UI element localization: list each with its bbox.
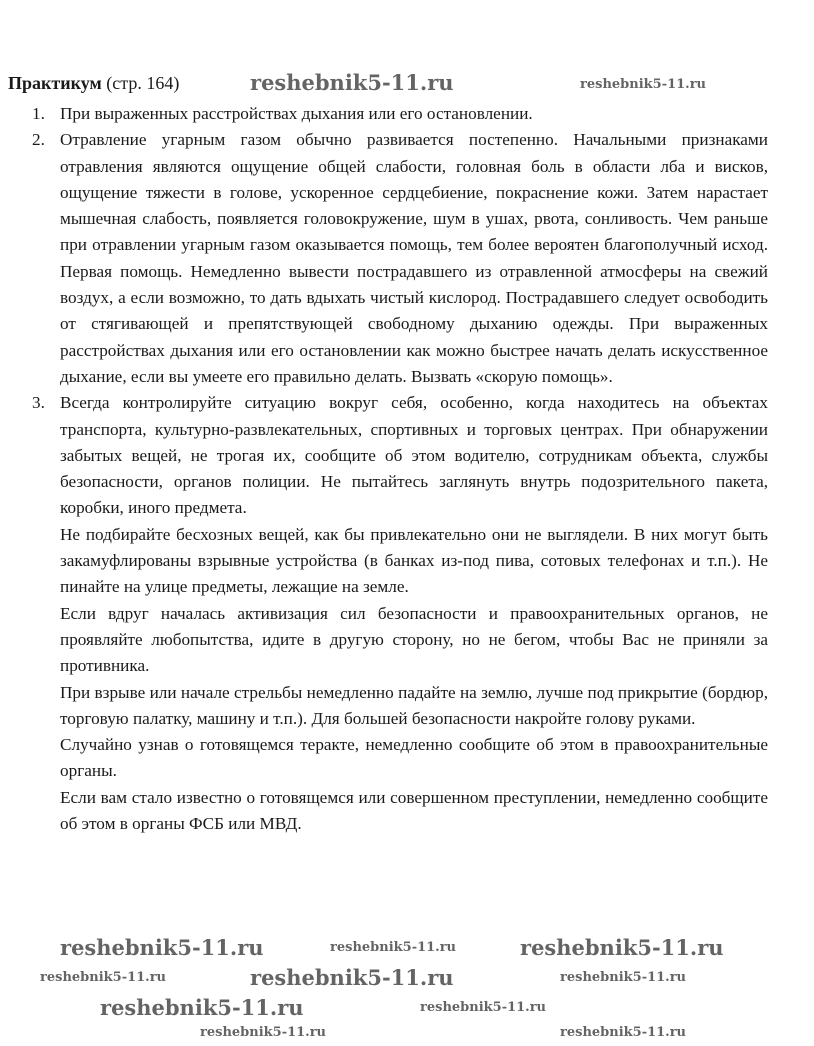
watermark: reshebnik5-11.ru — [560, 1025, 687, 1040]
watermark: reshebnik5-11.ru — [60, 935, 264, 960]
watermark: reshebnik5-11.ru — [200, 1025, 327, 1040]
paragraph: Если вам стало известно о готовящемся или совершенном преступлении, немедленно сообщите об этом в органы ФСБ или МВД. — [60, 787, 768, 834]
paragraph: При взрыве или начале стрельбы немедленно падайте на землю, лучше под прикрытие (бордюр, торговую палатку, машину и т.п.). Для большей безопасности накройте голову руками. — [60, 682, 768, 728]
item-number: 1. — [32, 104, 45, 123]
paragraph: Всегда контролируйте ситуацию вокруг себя, особенно, когда находитесь на объектах транспорта, культурно-развлекательных, спортивных и торговых центрах. При обнаружении забытых вещей, не трогая их, сообщите об этом водителю, сотрудникам объекта, службы безопасности, органов полиции. Не пытайтесь заглянуть внутрь подозрительного пакета, коробки, иного предмета. — [60, 393, 768, 518]
answer-list — [32, 101, 768, 837]
list-item — [32, 390, 768, 837]
watermark: reshebnik5-11.ru — [560, 970, 687, 985]
watermark: reshebnik5-11.ru — [250, 70, 454, 95]
title-bold: Практикум — [8, 73, 102, 93]
paragraph: При выраженных расстройствах дыхания или его остановлении. — [60, 104, 533, 123]
watermark: reshebnik5-11.ru — [330, 940, 457, 955]
title-page-ref: (стр. 164) — [101, 73, 180, 93]
item-number: 2. — [32, 130, 45, 150]
watermark: reshebnik5-11.ru — [40, 970, 167, 985]
watermark: reshebnik5-11.ru — [520, 935, 724, 960]
list-item — [32, 127, 768, 390]
item-number: 3. — [32, 393, 45, 413]
section-title — [8, 72, 179, 94]
list-item — [32, 101, 768, 127]
watermark: reshebnik5-11.ru — [420, 1000, 547, 1015]
paragraph: Если вдруг началась активизация сил безопасности и правоохранительных органов, не проявляйте любопытства, идите в другую сторону, но не бегом, чтобы Вас не приняли за противника. — [60, 603, 768, 676]
paragraph: Не подбирайте бесхозных вещей, как бы привлекательно они не выглядели. В них могут быть закамуфлированы взрывные устройства (в банках из-под пива, сотовых телефонах и т.п.). Не пинайте на улице предметы, лежащие на земле. — [60, 524, 768, 597]
watermark: reshebnik5-11.ru — [580, 77, 707, 92]
watermark: reshebnik5-11.ru — [100, 995, 304, 1020]
paragraph: Случайно узнав о готовящемся теракте, немедленно сообщите об этом в правоохранительные органы. — [60, 735, 768, 781]
paragraph: Отравление угарным газом обычно развивается постепенно. Начальными признаками отравления являются ощущение общей слабости, головная боль в области лба и висков, ощущение тяжести в голове, ускоренное сердцебиение, покраснение кожи. Затем нарастает мышечная слабость, появляется головокружение, шум в ушах, рвота, сонливость. Чем раньше при отравлении угарным газом оказывается помощь, тем более вероятен благополучный исход. Первая помощь. Немедленно вывести пострадавшего из отравленной атмосферы на свежий воздух, а если возможно, то дать вдыхать чистый кислород. Пострадавшего следует освободить от стягивающей и препятствующей свободному дыханию одежды. При выраженных расстройствах дыхания или его остановлении как можно быстрее начать делать искусственное дыхание, если вы умеете его правильно делать. Вызвать «скорую помощь». — [60, 130, 768, 386]
watermark: reshebnik5-11.ru — [250, 965, 454, 990]
